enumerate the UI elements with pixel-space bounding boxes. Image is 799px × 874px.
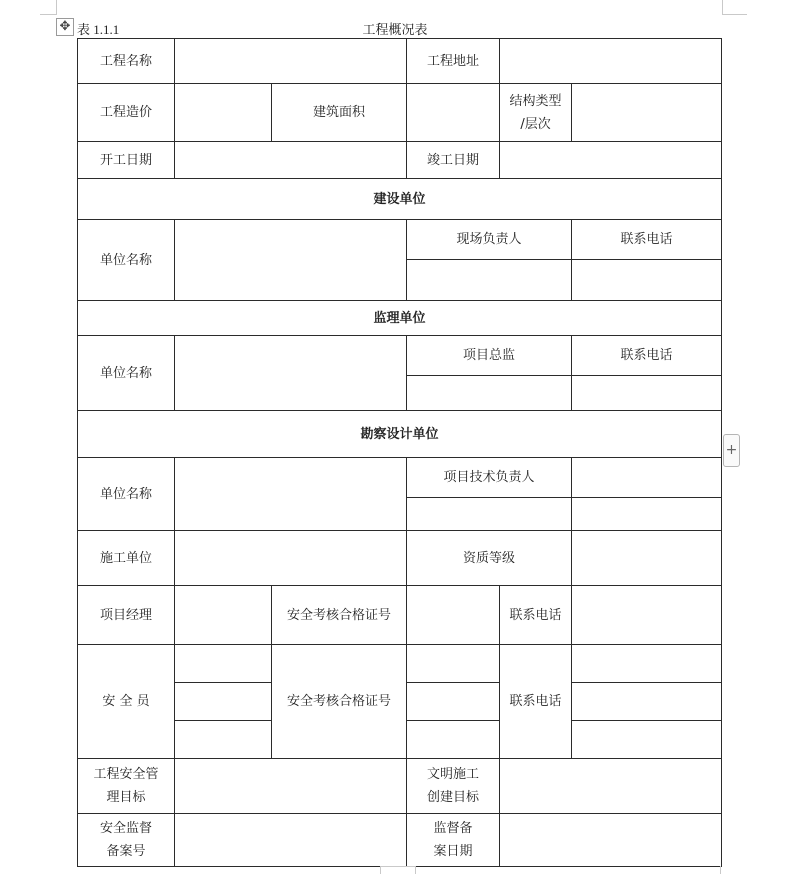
- safety-cert-field-1[interactable]: [407, 645, 500, 683]
- project-name-label: 工程名称: [78, 39, 175, 84]
- supervision-phone-field[interactable]: [572, 376, 722, 411]
- safety-target-label: 工程安全管 理目标: [78, 759, 175, 814]
- site-manager-label: 现场负责人: [407, 220, 572, 260]
- project-address-field[interactable]: [500, 39, 722, 84]
- page-corner-mark: [720, 866, 741, 874]
- record-date-label: 监督备 案日期: [407, 814, 500, 867]
- construction-unit-name-field[interactable]: [175, 220, 407, 301]
- safety-officer-field-2[interactable]: [175, 683, 272, 721]
- safety-officer-phone-label: 联系电话: [500, 645, 572, 759]
- project-manager-field[interactable]: [175, 586, 272, 645]
- safety-phone-field-3[interactable]: [572, 721, 722, 759]
- survey-design-unit-heading: 勘察设计单位: [78, 411, 722, 458]
- structure-type-field[interactable]: [572, 84, 722, 142]
- building-area-field[interactable]: [407, 84, 500, 142]
- construction-phone-label: 联系电话: [572, 220, 722, 260]
- technical-lead-label: 项目技术负责人: [407, 458, 572, 498]
- manager-cert-label: 安全考核合格证号: [272, 586, 407, 645]
- safety-target-field[interactable]: [175, 759, 407, 814]
- technical-lead-field[interactable]: [572, 458, 722, 498]
- structure-type-label: 结构类型 /层次: [500, 84, 572, 142]
- completion-date-label: 竣工日期: [407, 142, 500, 179]
- supervision-phone-label: 联系电话: [572, 336, 722, 376]
- site-manager-field[interactable]: [407, 260, 572, 301]
- safety-cert-field-2[interactable]: [407, 683, 500, 721]
- page-corner-mark: [722, 0, 747, 15]
- table-caption-number: 表 1.1.1: [77, 22, 120, 37]
- start-date-field[interactable]: [175, 142, 407, 179]
- project-overview-table: [77, 38, 722, 867]
- qualification-grade-label: 资质等级: [407, 531, 572, 586]
- plus-icon[interactable]: +: [723, 434, 740, 467]
- contractor-field[interactable]: [175, 531, 407, 586]
- supervision-unit-heading: 监理单位: [78, 301, 722, 336]
- construction-unit-name-label: 单位名称: [78, 220, 175, 301]
- building-area-label: 建筑面积: [272, 84, 407, 142]
- page-footer-tab: [380, 866, 416, 874]
- manager-phone-field[interactable]: [572, 586, 722, 645]
- move-icon[interactable]: ✥: [56, 18, 74, 36]
- civilized-target-field[interactable]: [500, 759, 722, 814]
- safety-officer-field-1[interactable]: [175, 645, 272, 683]
- completion-date-field[interactable]: [500, 142, 722, 179]
- technical-lead-extra-field[interactable]: [407, 498, 572, 531]
- project-cost-label: 工程造价: [78, 84, 175, 142]
- design-unit-name-field[interactable]: [175, 458, 407, 531]
- supervision-unit-name-label: 单位名称: [78, 336, 175, 411]
- record-date-field[interactable]: [500, 814, 722, 867]
- manager-cert-field[interactable]: [407, 586, 500, 645]
- project-cost-field[interactable]: [175, 84, 272, 142]
- safety-record-label: 安全监督 备案号: [78, 814, 175, 867]
- safety-cert-field-3[interactable]: [407, 721, 500, 759]
- safety-officer-label: 安 全 员: [78, 645, 175, 759]
- chief-supervisor-field[interactable]: [407, 376, 572, 411]
- technical-lead-extra-field-2[interactable]: [572, 498, 722, 531]
- safety-phone-field-2[interactable]: [572, 683, 722, 721]
- contractor-label: 施工单位: [78, 531, 175, 586]
- project-address-label: 工程地址: [407, 39, 500, 84]
- start-date-label: 开工日期: [78, 142, 175, 179]
- qualification-grade-field[interactable]: [572, 531, 722, 586]
- safety-officer-field-3[interactable]: [175, 721, 272, 759]
- supervision-unit-name-field[interactable]: [175, 336, 407, 411]
- design-unit-name-label: 单位名称: [78, 458, 175, 531]
- manager-phone-label: 联系电话: [500, 586, 572, 645]
- construction-unit-heading: 建设单位: [78, 179, 722, 220]
- project-name-field[interactable]: [175, 39, 407, 84]
- project-manager-label: 项目经理: [78, 586, 175, 645]
- chief-supervisor-label: 项目总监: [407, 336, 572, 376]
- table-title: 工程概况表: [362, 23, 428, 38]
- safety-phone-field-1[interactable]: [572, 645, 722, 683]
- safety-record-field[interactable]: [175, 814, 407, 867]
- civilized-target-label: 文明施工 创建目标: [407, 759, 500, 814]
- construction-phone-field[interactable]: [572, 260, 722, 301]
- page-corner-mark: [40, 0, 57, 15]
- safety-officer-cert-label: 安全考核合格证号: [272, 645, 407, 759]
